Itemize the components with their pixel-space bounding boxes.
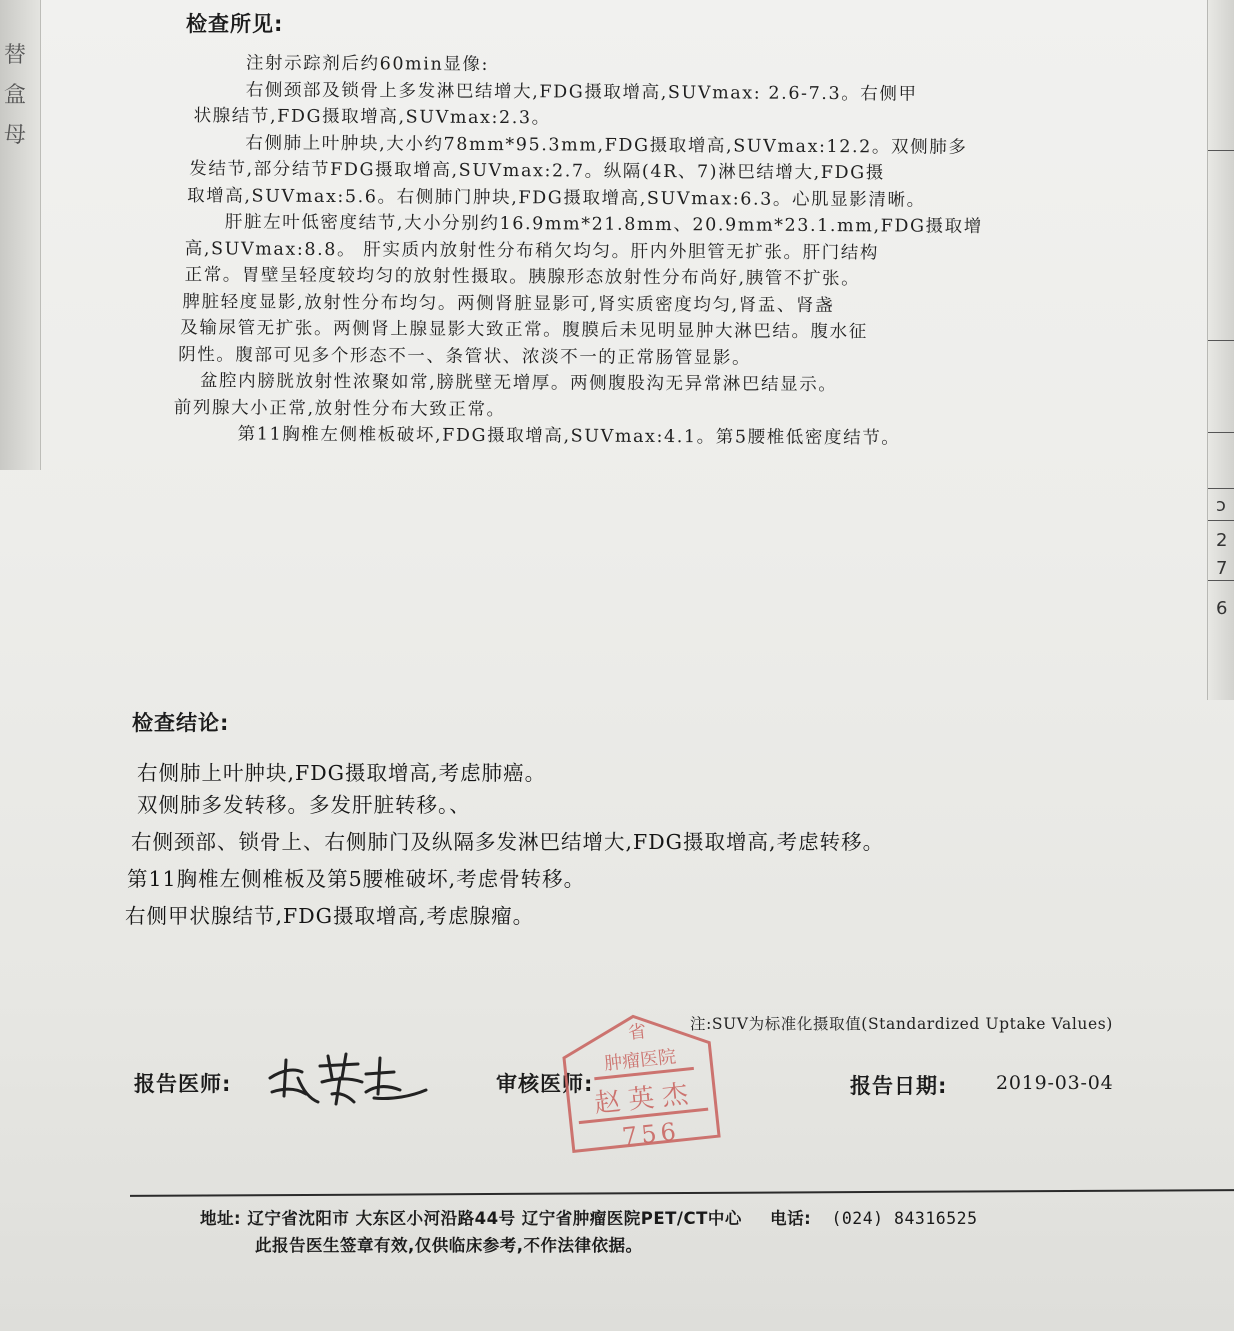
findings-line: 及输尿管无扩张。两侧肾上腺显影大致正常。腹膜后未见明显肿大淋巴结。腹水征	[180, 318, 868, 343]
findings-line: 高,SUVmax:8.8。 肝实质内放射性分布稍欠均匀。肝内外胆管无扩张。肝门结构	[184, 238, 880, 263]
findings-line: 阴性。腹部可见多个形态不一、条管状、浓淡不一的正常肠管显影。	[178, 344, 752, 369]
address-value: 辽宁省沈阳市 大东区小河沿路44号 辽宁省肿瘤医院PET/CT中心	[247, 1209, 742, 1228]
stamp-number: 756	[620, 1117, 682, 1151]
conclusion-line: 右侧甲状腺结节,FDG摄取增高,考虑腺瘤。	[125, 904, 535, 928]
findings-heading: 检查所见:	[186, 12, 284, 36]
findings-line: 发结节,部分结节FDG摄取增高,SUVmax:2.7。纵隔(4R、7)淋巴结增大,FDG摄	[189, 159, 885, 184]
handwritten-signature	[262, 1048, 432, 1110]
footer-disclaimer: 此报告医生签章有效,仅供临床参考,不作法律依据。	[255, 1236, 643, 1255]
address-label: 地址:	[200, 1209, 242, 1228]
footer-address-row	[200, 1205, 978, 1229]
stamp-name: 赵英杰	[592, 1078, 698, 1120]
findings-line: 状腺结节,FDG摄取增高,SUVmax:2.3。	[193, 106, 551, 129]
findings-line: 前列腺大小正常,放射性分布大致正常。	[173, 397, 506, 420]
findings-line: 肝脏左叶低密度结节,大小分别约16.9mm*21.8mm、20.9mm*23.1.mm,FDG摄取增	[224, 212, 983, 237]
hospital-seal-stamp	[556, 1012, 726, 1172]
reviewer-label: 审核医师:	[496, 1072, 594, 1096]
conclusion-line: 右侧肺上叶肿块,FDG摄取增高,考虑肺癌。	[137, 761, 547, 785]
footer-divider	[130, 1189, 1234, 1197]
stamp-hospital: 肿瘤医院	[603, 1046, 678, 1075]
findings-line: 脾脏轻度显影,放射性分布均匀。两侧肾脏显影可,肾实质密度均匀,肾盂、肾盏	[182, 291, 835, 316]
suv-note: 注:SUV为标准化摄取值(Standardized Uptake Values)	[690, 1015, 1113, 1033]
report-doctor-label: 报告医师:	[134, 1072, 232, 1096]
phone-label: 电话:	[770, 1209, 812, 1228]
conclusion-line: 第11胸椎左侧椎板及第5腰椎破坏,考虑骨转移。	[127, 867, 586, 891]
phone-value: (024) 84316525	[831, 1209, 978, 1228]
findings-line: 右侧颈部及锁骨上多发淋巴结增大,FDG摄取增高,SUVmax: 2.6-7.3。右侧甲	[245, 79, 918, 105]
conclusions-body	[125, 755, 1185, 935]
underlying-page-right-edge: ͻ 2 7 6	[1207, 0, 1234, 700]
findings-body	[168, 50, 1130, 453]
findings-line: 第11胸椎左侧椎板破坏,FDG摄取增高,SUVmax:4.1。第5腰椎低密度结节。	[237, 424, 901, 449]
conclusion-line: 双侧肺多发转移。多发肝脏转移。、	[137, 793, 471, 817]
underlying-page-left-edge: 替 盒 母	[0, 0, 41, 470]
conclusions-heading: 检查结论:	[132, 711, 230, 735]
findings-line: 取增高,SUVmax:5.6。右侧肺门肿块,FDG摄取增高,SUVmax:6.3。心肌显影清晰。	[187, 185, 926, 211]
findings-line: 注射示踪剂后约60min显像:	[245, 53, 490, 75]
report-date: 2019-03-04	[996, 1072, 1114, 1094]
stamp-province: 省	[627, 1021, 648, 1044]
report-date-label: 报告日期:	[850, 1074, 948, 1098]
findings-line: 盆腔内膀胱放射性浓聚如常,膀胱壁无增厚。两侧腹股沟无异常淋巴结显示。	[199, 371, 838, 396]
conclusion-line: 右侧颈部、锁骨上、右侧肺门及纵隔多发淋巴结增大,FDG摄取增高,考虑转移。	[131, 830, 885, 854]
findings-line: 右侧肺上叶肿块,大小约78mm*95.3mm,FDG摄取增高,SUVmax:12.2。双侧肺多	[245, 132, 968, 158]
findings-line: 正常。胃壁呈轻度较均匀的放射性摄取。胰腺形态放射性分布尚好,胰管不扩张。	[184, 265, 861, 290]
